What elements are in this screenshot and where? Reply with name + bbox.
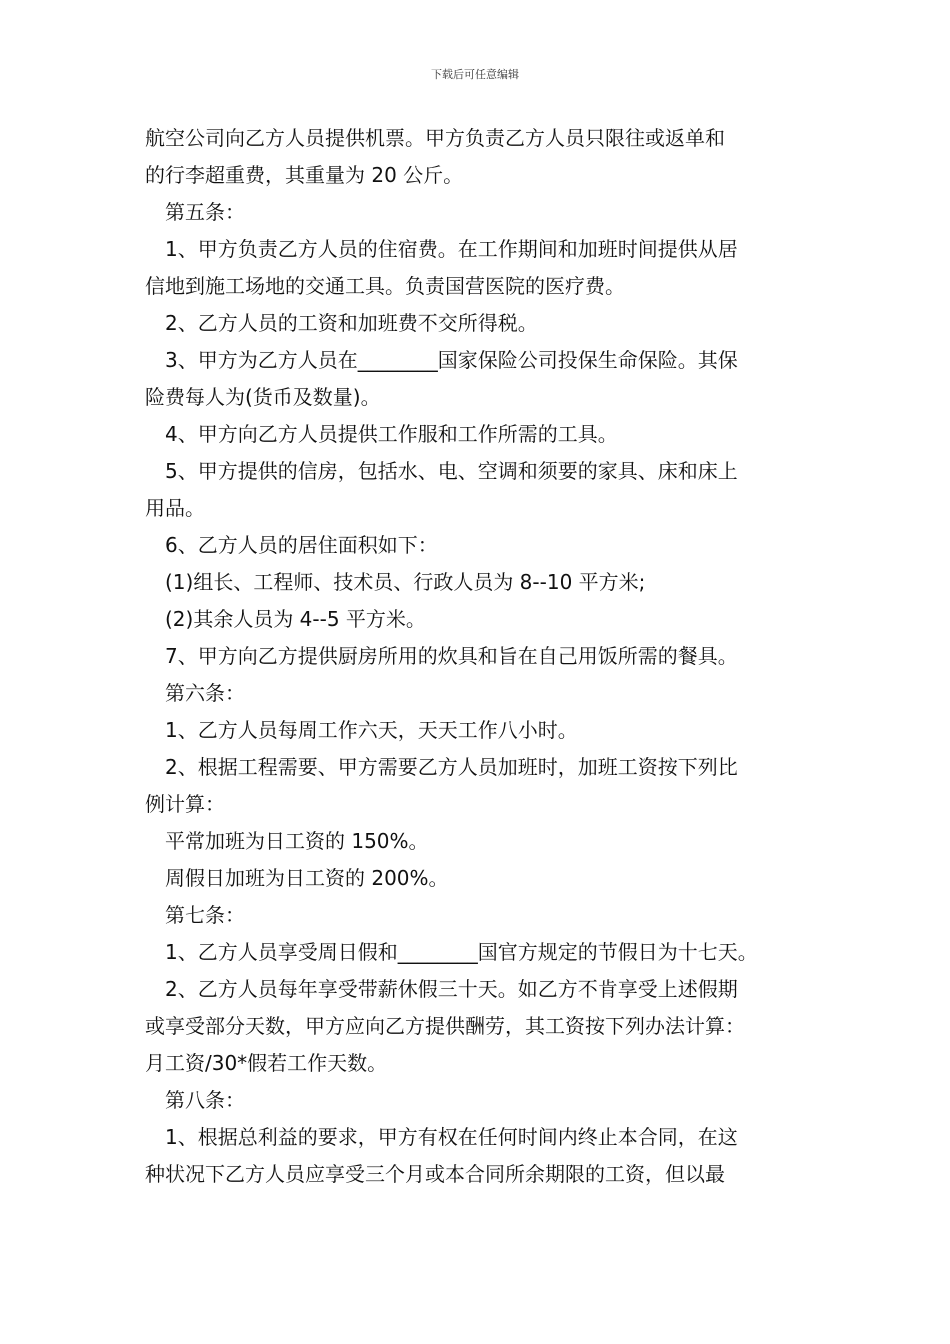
document-body xyxy=(145,120,825,1193)
text-line: 第七条： xyxy=(165,903,245,927)
text-line: 第五条： xyxy=(165,200,245,224)
text-line: 6、乙方人员的居住面积如下： xyxy=(165,533,438,557)
text-line: 用品。 xyxy=(145,496,205,520)
text-line: 平常加班为日工资的 150%。 xyxy=(165,829,429,853)
text-line: 1、甲方负责乙方人员的住宿费。在工作期间和加班时间提供从居 xyxy=(165,237,738,261)
text-line: (2)其余人员为 4--5 平方米。 xyxy=(165,607,426,631)
text-line: 或享受部分天数，甲方应向乙方提供酬劳，其工资按下列办法计算： xyxy=(145,1014,745,1038)
text-line: 5、甲方提供的信房，包括水、电、空调和须要的家具、床和床上 xyxy=(165,459,738,483)
page-header: 下载后可任意编辑 xyxy=(431,68,519,81)
text-line: 4、甲方向乙方人员提供工作服和工作所需的工具。 xyxy=(165,422,618,446)
text-line: (1)组长、工程师、技术员、行政人员为 8--10 平方米; xyxy=(165,570,646,594)
text-line: 3、甲方为乙方人员在________国家保险公司投保生命保险。其保 xyxy=(165,348,738,372)
text-line: 2、乙方人员每年享受带薪休假三十天。如乙方不肯享受上述假期 xyxy=(165,977,738,1001)
text-line: 的行李超重费，其重量为 20 公斤。 xyxy=(145,163,464,187)
text-line: 1、乙方人员每周工作六天，天天工作八小时。 xyxy=(165,718,578,742)
text-line: 1、根据总利益的要求，甲方有权在任何时间内终止本合同，在这 xyxy=(165,1125,738,1149)
text-line: 第八条： xyxy=(165,1088,245,1112)
text-line: 航空公司向乙方人员提供机票。甲方负责乙方人员只限往或返单和 xyxy=(145,126,725,150)
text-line: 1、乙方人员享受周日假和________国官方规定的节假日为十七天。 xyxy=(165,940,758,964)
text-line: 例计算： xyxy=(145,792,225,816)
text-line: 2、根据工程需要、甲方需要乙方人员加班时，加班工资按下列比 xyxy=(165,755,738,779)
text-line: 周假日加班为日工资的 200%。 xyxy=(165,866,449,890)
text-line: 2、乙方人员的工资和加班费不交所得税。 xyxy=(165,311,538,335)
text-line: 种状况下乙方人员应享受三个月或本合同所余期限的工资，但以最 xyxy=(145,1162,725,1186)
text-line: 月工资/30*假若工作天数。 xyxy=(145,1051,388,1075)
text-line: 7、甲方向乙方提供厨房所用的炊具和旨在自己用饭所需的餐具。 xyxy=(165,644,738,668)
text-line: 第六条： xyxy=(165,681,245,705)
text-line: 险费每人为(货币及数量)。 xyxy=(145,385,381,409)
text-line: 信地到施工场地的交通工具。负责国营医院的医疗费。 xyxy=(145,274,625,298)
